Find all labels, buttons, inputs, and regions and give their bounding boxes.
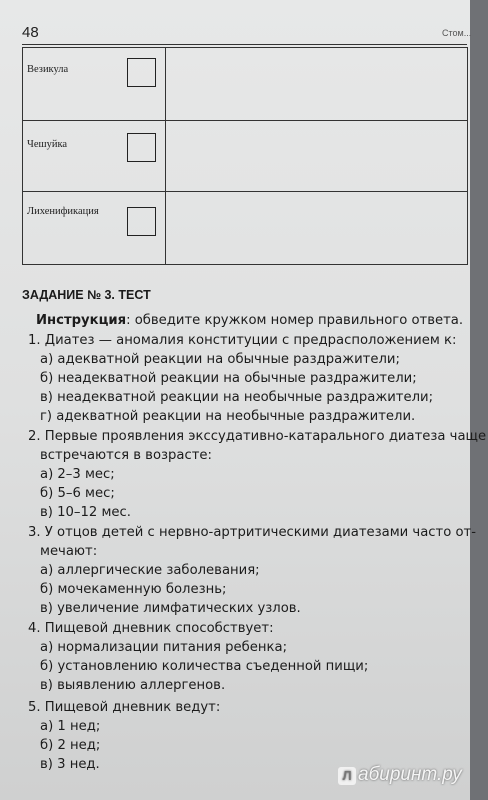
drawing-box[interactable] <box>127 58 156 87</box>
drawing-box[interactable] <box>127 133 156 162</box>
option[interactable]: г) адекватной реакции на необычные раздражители. <box>40 409 416 424</box>
page-number: 48 <box>22 24 39 41</box>
watermark-text: абиринт.ру <box>358 764 462 785</box>
option[interactable]: в) неадекватной реакции на необычные раздражители; <box>40 390 434 405</box>
question-3-text: 3. У отцов детей с нервно-артритическими диатезами часто от- <box>28 525 476 540</box>
instruction <box>36 313 463 328</box>
instruction-label: Инструкция <box>36 313 127 328</box>
option[interactable]: в) выявлению аллергенов. <box>40 678 226 693</box>
table-row <box>23 192 468 265</box>
option[interactable]: б) 5–6 мес; <box>40 486 115 501</box>
option[interactable]: б) 2 нед; <box>40 738 101 753</box>
option[interactable]: а) адекватной реакции на обычные раздражители; <box>40 352 400 367</box>
drawing-box[interactable] <box>127 207 156 236</box>
question-2-continuation: встречаются в возрасте: <box>40 448 212 463</box>
question-4-text: 4. Пищевой дневник способствует: <box>28 621 274 636</box>
running-header: Стом... <box>442 28 472 38</box>
option[interactable]: в) 3 нед. <box>40 757 100 772</box>
description-cell[interactable] <box>166 121 468 192</box>
option[interactable]: а) нормализации питания ребенка; <box>40 640 288 655</box>
option[interactable]: а) 2–3 мес; <box>40 467 115 482</box>
labirint-logo-icon: Л <box>338 767 356 785</box>
description-cell[interactable] <box>166 48 468 121</box>
instruction-text: : обведите кружком номер правильного ответа. <box>126 313 464 328</box>
section-title: ЗАДАНИЕ № 3. ТЕСТ <box>22 288 151 302</box>
option[interactable]: а) аллергические заболевания; <box>40 563 260 578</box>
row-label: Везикула <box>27 64 69 75</box>
option[interactable]: б) мочекаменную болезнь; <box>40 582 227 597</box>
morphology-table <box>22 47 468 265</box>
watermark <box>338 764 462 786</box>
option[interactable]: б) установлению количества съеденной пищи; <box>40 659 369 674</box>
table-row <box>23 121 468 192</box>
option[interactable]: в) 10–12 мес. <box>40 505 131 520</box>
option[interactable]: а) 1 нед; <box>40 719 101 734</box>
option[interactable]: в) увеличение лимфатических узлов. <box>40 601 301 616</box>
question-3-continuation: мечают: <box>40 544 98 559</box>
question-5-text: 5. Пищевой дневник ведут: <box>28 700 221 715</box>
description-cell[interactable] <box>166 192 468 265</box>
table-row <box>23 48 468 121</box>
top-rule <box>22 44 467 45</box>
option[interactable]: б) неадекватной реакции на обычные раздражители; <box>40 371 417 386</box>
question-1-text: 1. Диатез — аномалия конституции с предрасположением к: <box>28 333 457 348</box>
question-2-text: 2. Первые проявления экссудативно-катарального диатеза чаще <box>28 429 487 444</box>
row-label: Чешуйка <box>27 139 68 150</box>
row-label: Лихенификация <box>27 206 99 217</box>
